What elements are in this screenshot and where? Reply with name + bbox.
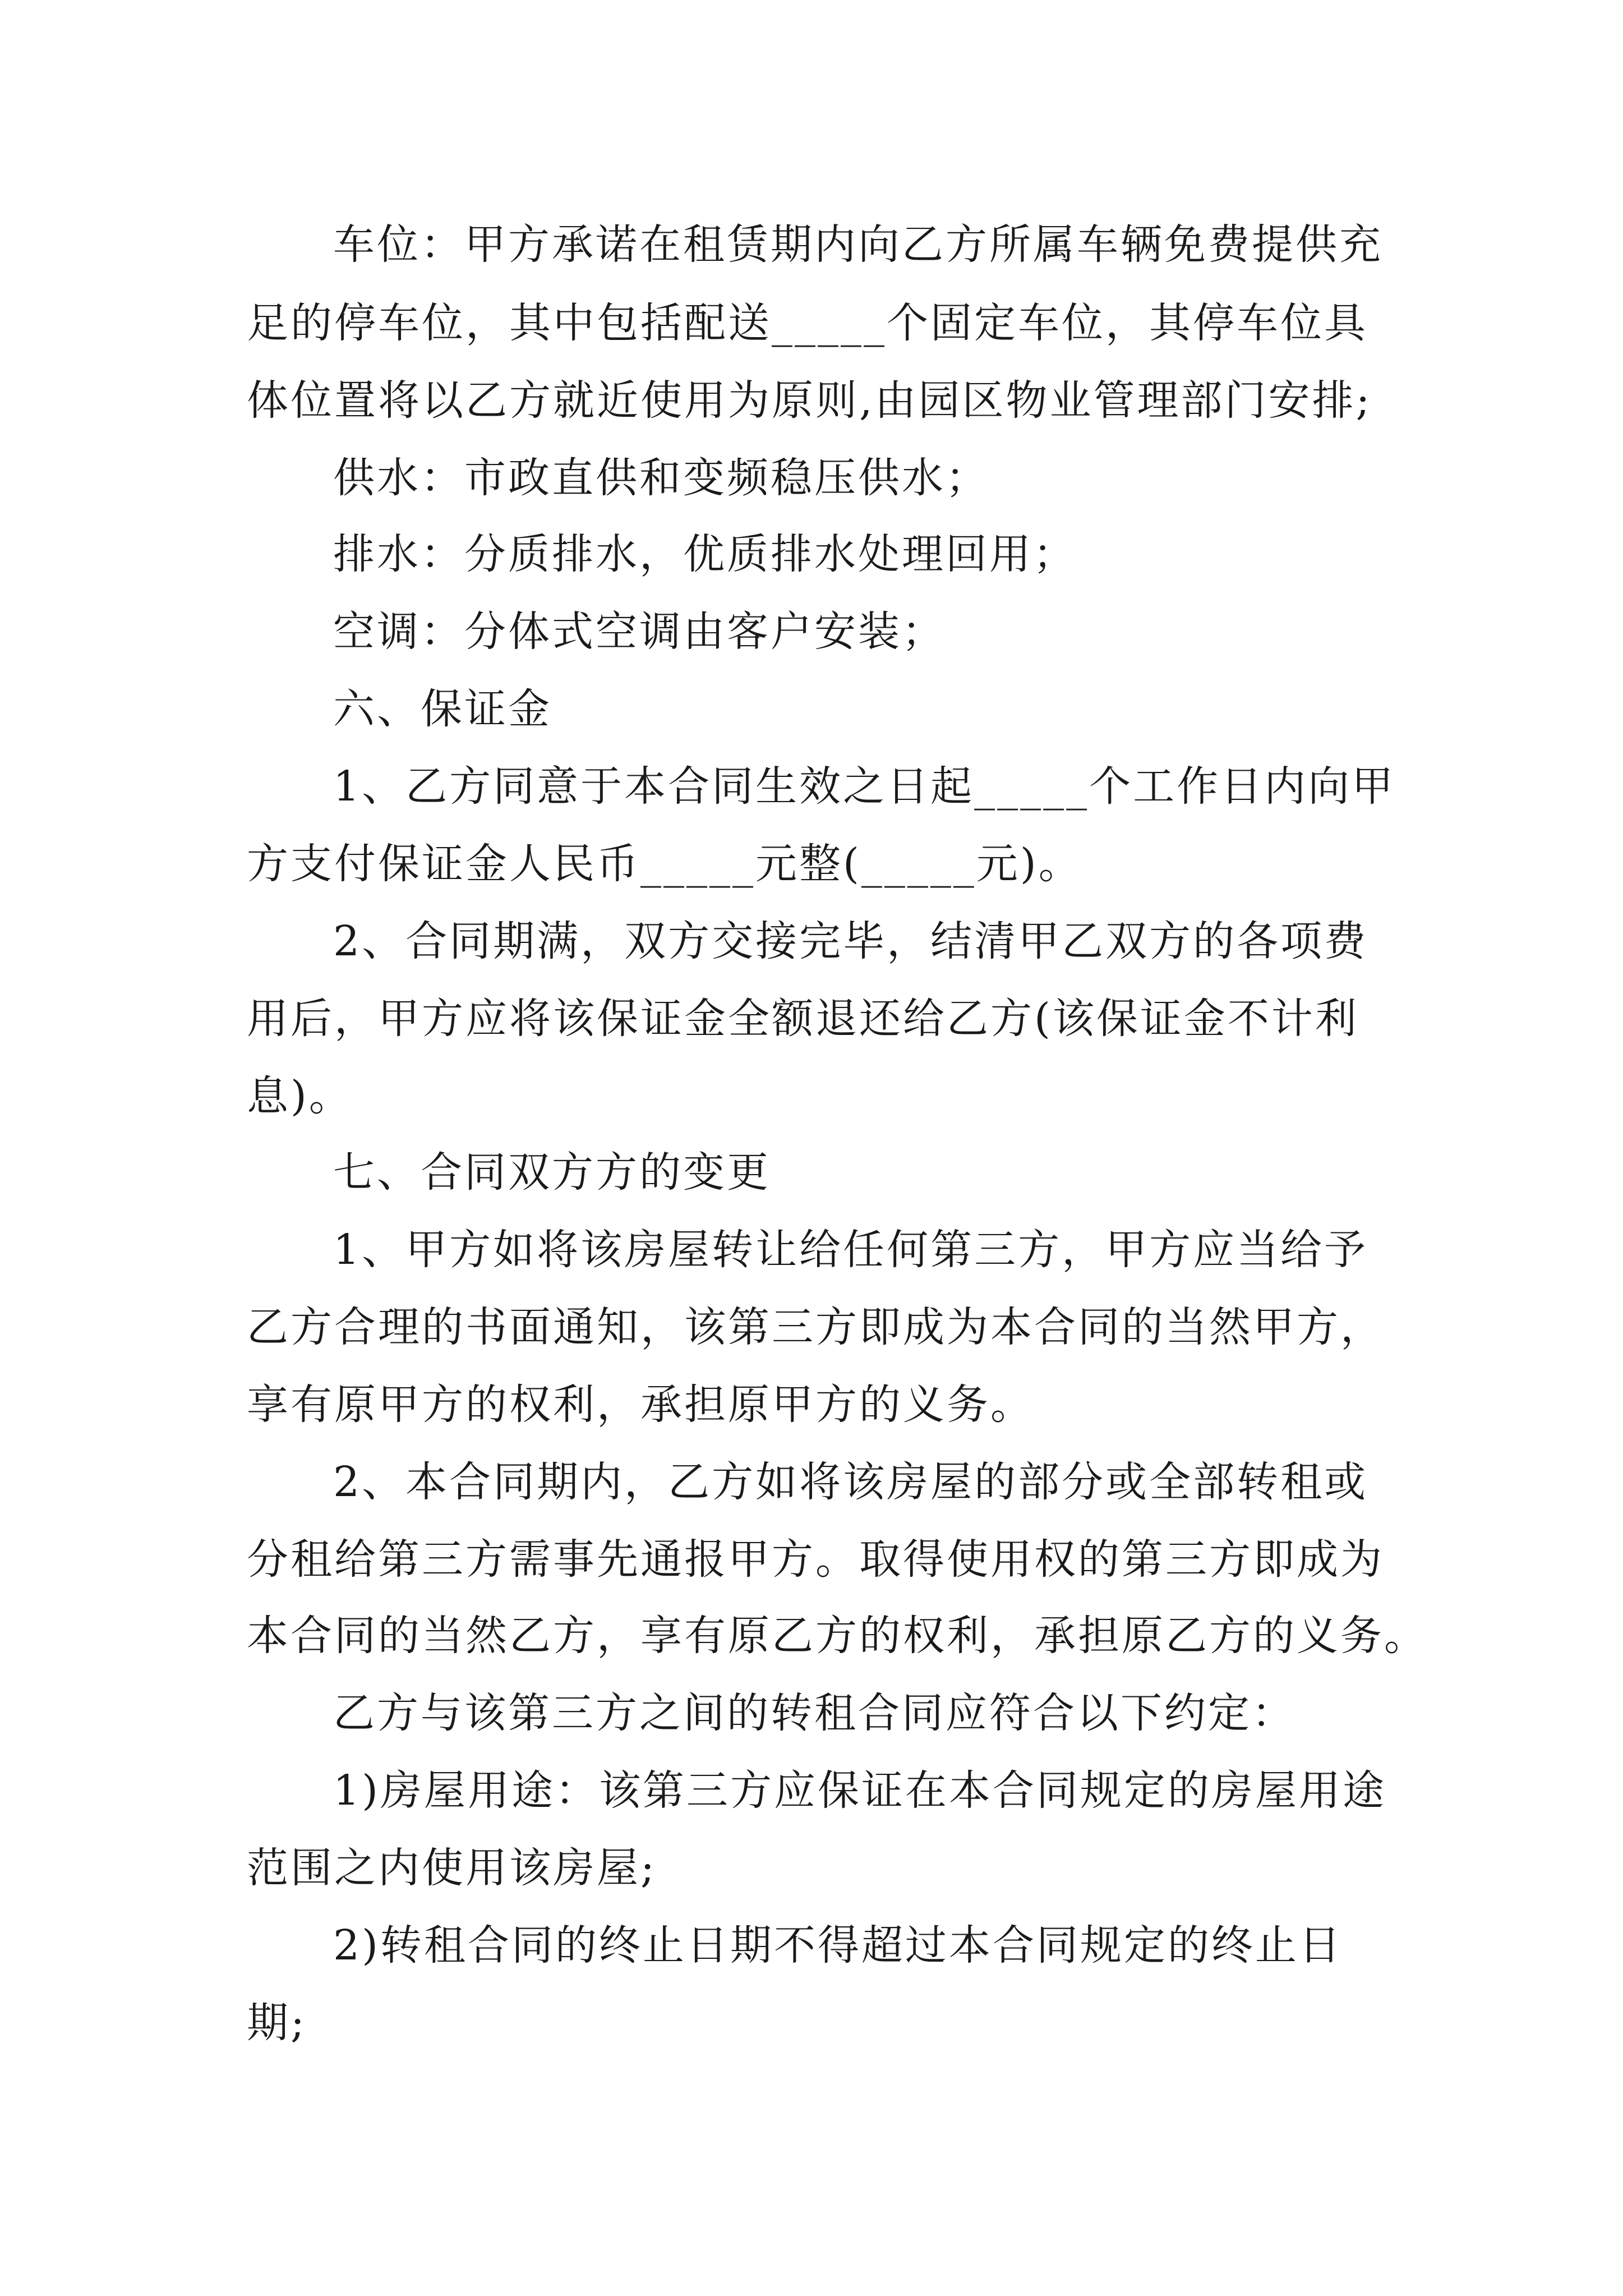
paragraph-line: 2)转租合同的终止日期不得超过本合同规定的终止日	[333, 1921, 1343, 1970]
section-heading: 六、保证金	[333, 685, 552, 733]
paragraph-line: 体位置将以乙方就近使用为原则,由园区物业管理部门安排;	[247, 376, 1372, 425]
paragraph-line: 足的停车位，其中包括配送_____个固定车位，其停车位具	[247, 299, 1368, 347]
section-heading: 七、合同双方方的变更	[333, 1148, 771, 1197]
paragraph-line: 分租给第三方需事先通报甲方。取得使用权的第三方即成为	[247, 1535, 1384, 1584]
paragraph-line: 本合同的当然乙方，享有原乙方的权利，承担原乙方的义务。	[247, 1612, 1428, 1660]
paragraph-line: 享有原甲方的权利，承担原甲方的义务。	[247, 1381, 1034, 1429]
paragraph-line: 空调：分体式空调由客户安装；	[333, 608, 946, 656]
paragraph-line: 1、乙方同意于本合同生效之日起_____个工作日内向甲	[333, 762, 1396, 811]
paragraph-line: 2、合同期满，双方交接完毕，结清甲乙双方的各项费	[333, 917, 1368, 965]
paragraph-line: 乙方与该第三方之间的转租合同应符合以下约定：	[333, 1689, 1295, 1737]
paragraph-line: 息)。	[247, 1072, 353, 1120]
paragraph-line: 1、甲方如将该房屋转让给任何第三方，甲方应当给予	[333, 1226, 1368, 1274]
paragraph-line: 1)房屋用途：该第三方应保证在本合同规定的房屋用途	[333, 1766, 1386, 1815]
paragraph-line: 用后，甲方应将该保证金全额退还给乙方(该保证金不计利	[247, 995, 1359, 1043]
paragraph-line: 车位：甲方承诺在租赁期内向乙方所属车辆免费提供充	[333, 220, 1383, 269]
paragraph-line: 范围之内使用该房屋;	[247, 1844, 657, 1892]
paragraph-line: 期;	[247, 1999, 307, 2047]
paragraph-line: 排水：分质排水，优质排水处理回用；	[333, 530, 1077, 578]
paragraph-line: 2、本合同期内，乙方如将该房屋的部分或全部转租或	[333, 1458, 1368, 1506]
paragraph-line: 供水：市政直供和变频稳压供水；	[333, 454, 989, 502]
paragraph-line: 乙方合理的书面通知，该第三方即成为本合同的当然甲方，	[247, 1303, 1384, 1351]
paragraph-line: 方支付保证金人民币_____元整(_____元)。	[247, 840, 1082, 888]
